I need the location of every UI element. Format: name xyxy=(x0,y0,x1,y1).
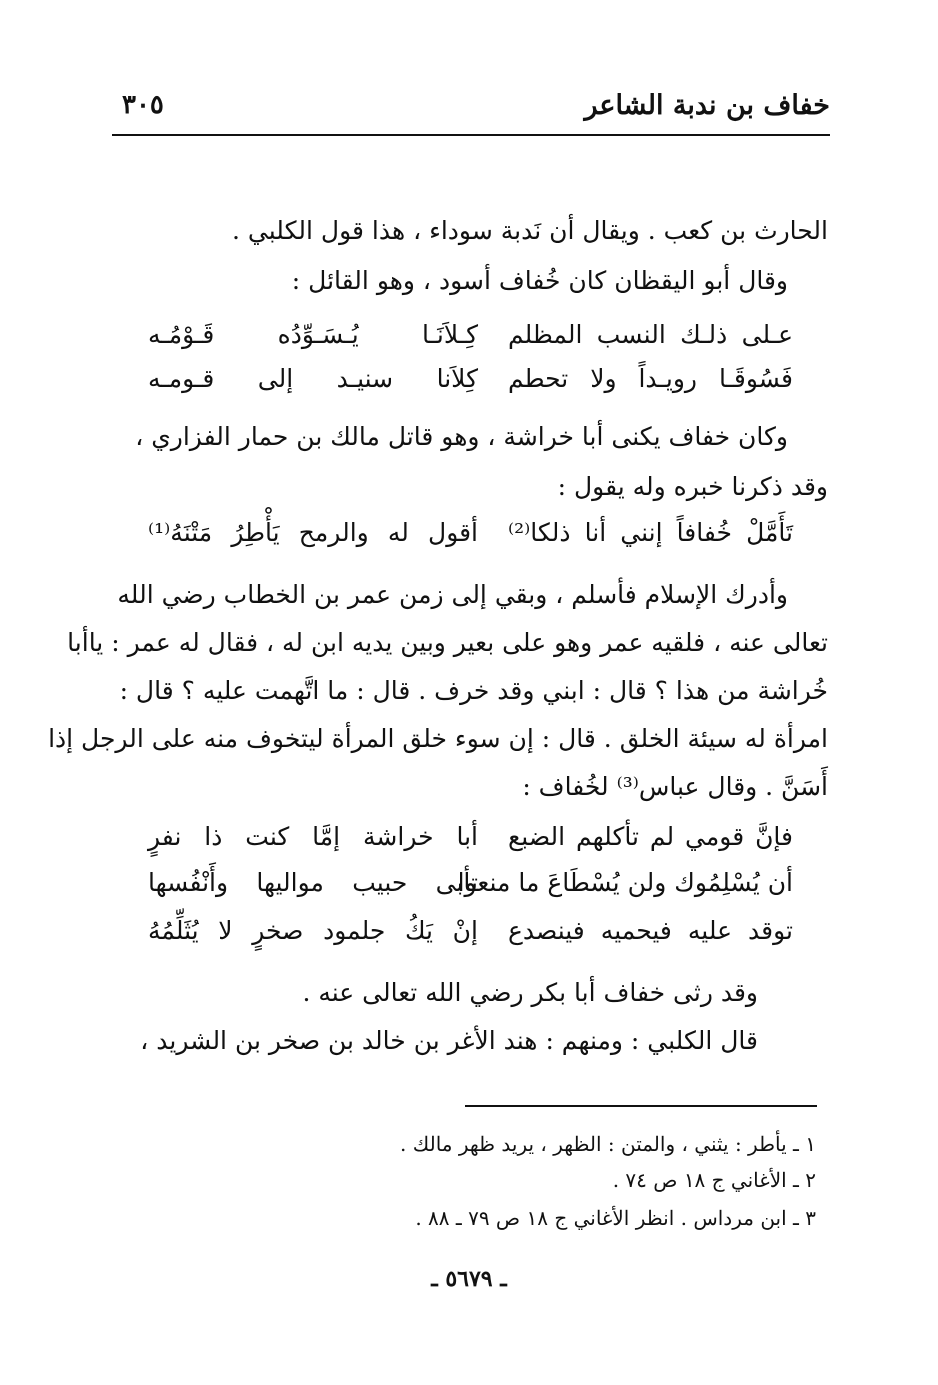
footnote-3: ٣ ـ ابن مرداس . انظر الأغاني ج ١٨ ص ٧٩ ـ ٨٨ . xyxy=(415,1206,816,1230)
verse-1-second-hemistich: عـلى ذلـك النسب المظلم xyxy=(508,320,793,349)
header-page-number: ٣٠٥ xyxy=(122,90,164,120)
verse-4-first-hemistich: أبا خراشة إمَّا كنت ذا نفرٍ xyxy=(148,822,478,851)
header-divider xyxy=(112,134,830,136)
body-line-7: خُراشة من هذا ؟ قال : ابني وقد خرف . قال : ما اتَّهمت عليه ؟ قال : xyxy=(119,676,828,705)
verse-2-first-hemistich: كِلاَنا سنيـد إلى قـومـه xyxy=(148,364,478,393)
folio-number: ـ ٥٦٧٩ ـ xyxy=(431,1266,507,1292)
body-line-10: وقد رثى خفاف أبا بكر رضي الله تعالى عنه . xyxy=(302,978,758,1007)
body-line-5: وأدرك الإسلام فأسلم ، وبقي إلى زمن عمر بن الخطاب رضي الله xyxy=(117,580,788,609)
body-line-2: وقال أبو اليقظان كان خُفاف أسود ، وهو القائل : xyxy=(291,266,788,295)
body-line-4: وقد ذكرنا خبره وله يقول : xyxy=(557,472,828,501)
body-line-3: وكان خفاف يكنى أبا خراشة ، وهو قاتل مالك بن حمار الفزاري ، xyxy=(135,422,788,451)
verse-6-second-hemistich: توقد عليه فيحميه فينصدع xyxy=(508,916,793,945)
footnote-2: ٢ ـ الأغاني ج ١٨ ص ٧٤ . xyxy=(612,1168,816,1192)
body-line-9: أَسَنَّ . وقال عباس⁽³⁾ لخُفاف : xyxy=(522,772,828,801)
verse-3-first-hemistich: أقول له والرمح يَأْطِرُ مَتْنَهُ⁽¹⁾ xyxy=(148,518,478,547)
verse-5-second-hemistich: أن يُسْلِمُوك ولن يُسْطَاعَ ما منعوا xyxy=(457,868,793,897)
body-line-1: الحارث بن كعب . ويقال أن نَدبة سوداء ، هذا قول الكلبي . xyxy=(232,216,828,245)
verse-4-second-hemistich: فإنَّ قومي لم تأكلهم الضبع xyxy=(508,822,793,851)
verse-3-second-hemistich: تَأَمَّلْ خُفافاً إنني أنا ذلكا⁽²⁾ xyxy=(508,518,793,547)
verse-1-first-hemistich: كِـلاَنَـا يُـسَـوِّدُه قَـوْمُـه xyxy=(148,320,478,349)
running-title: خفاف بن ندبة الشاعر xyxy=(584,90,830,121)
body-line-11: قال الكلبي : ومنهم : هند الأغر بن خالد بن صخر بن الشريد ، xyxy=(140,1026,758,1055)
body-line-6: تعالى عنه ، فلقيه عمر وهو على بعير وبين يديه ابن له ، فقال له عمر : ياأبا xyxy=(67,628,828,657)
verse-6-first-hemistich: إنْ يَكُ جلمود صخرٍ لا يُثَلِّمُهُ xyxy=(148,916,478,945)
footnote-1: ١ ـ يأطر : يثني ، والمتن : الظهر ، يريد ظهر مالك . xyxy=(400,1132,816,1156)
verse-2-second-hemistich: فَسُوقَـا رويـداً ولا تحطم xyxy=(508,364,793,393)
footnote-divider xyxy=(465,1105,817,1107)
verse-5-first-hemistich: تأبى حبيب مواليها وأَنْفُسها xyxy=(148,868,478,897)
running-header xyxy=(112,90,830,130)
body-line-8: امرأة له سيئة الخلق . قال : إن سوء خلق المرأة ليتخوف منه على الرجل إذا xyxy=(48,724,828,753)
